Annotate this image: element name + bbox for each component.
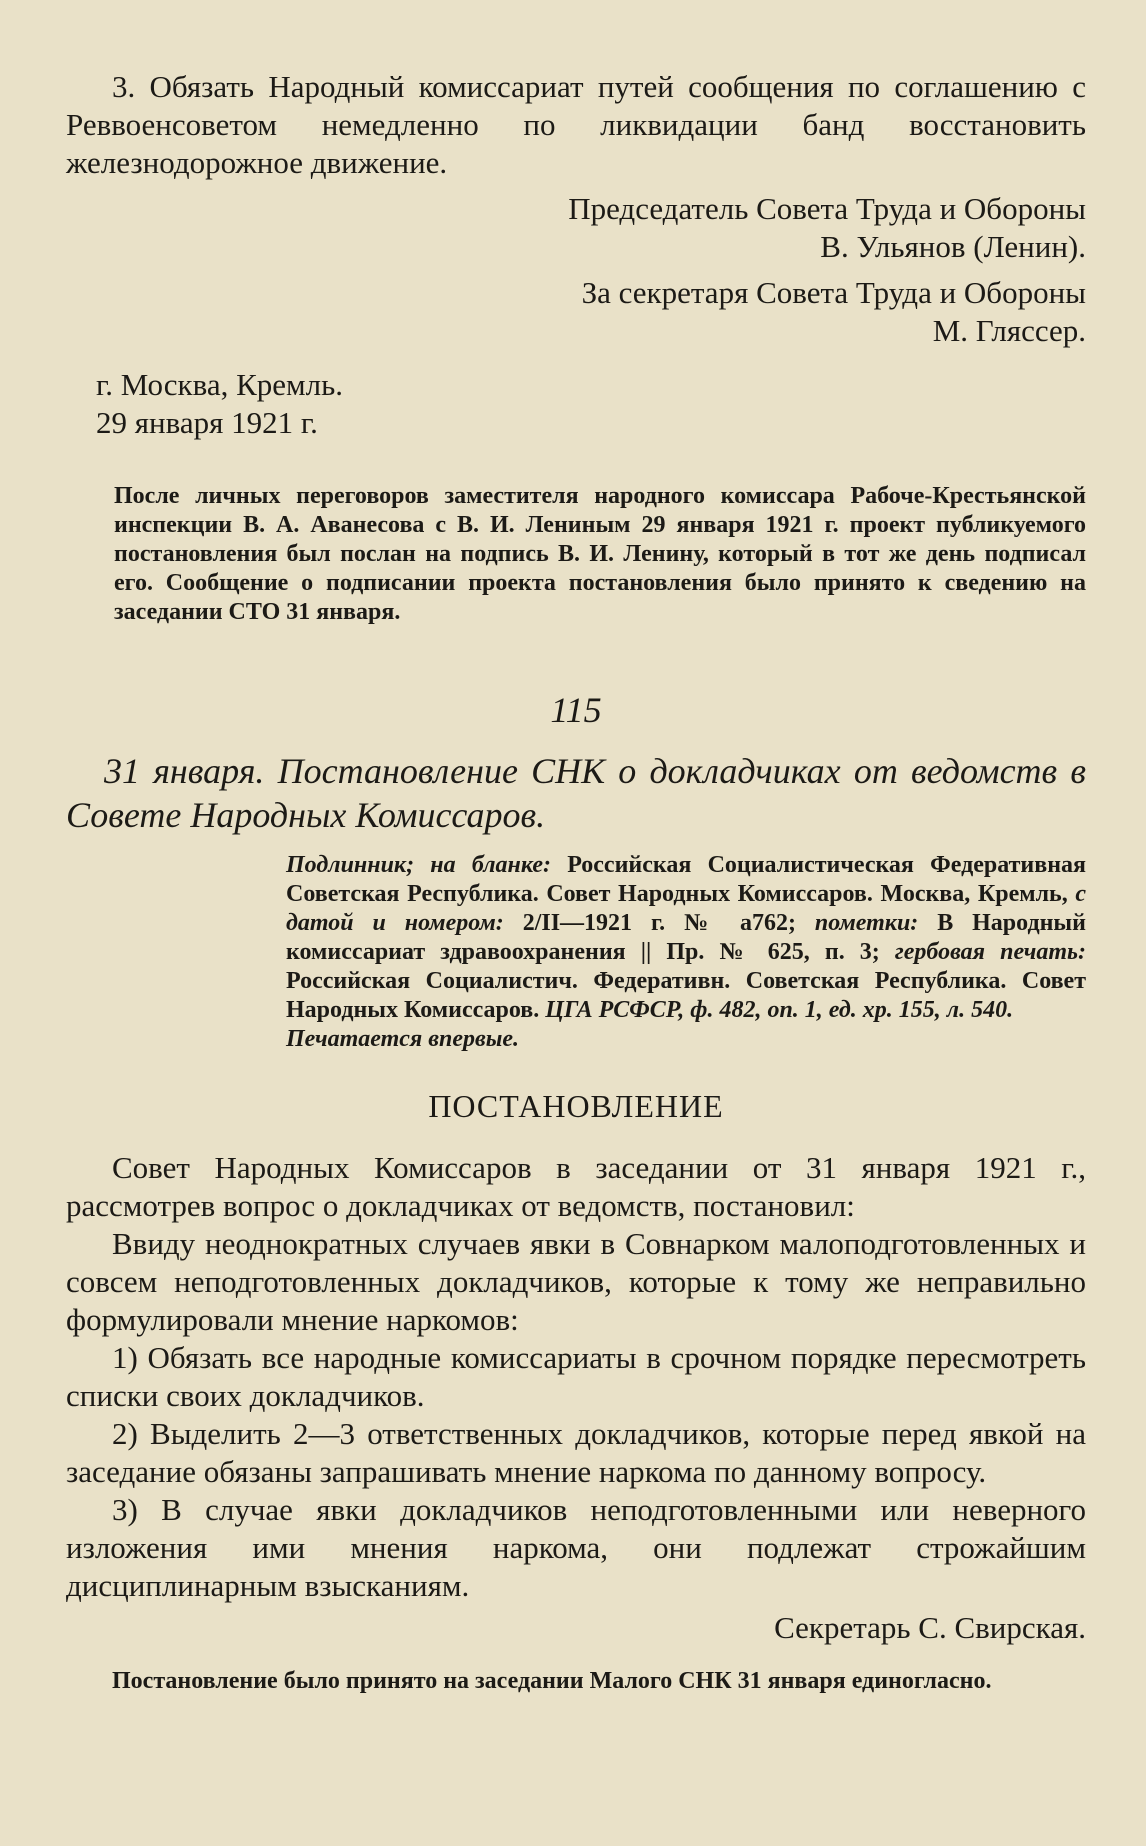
body-paragraph: 2) Выделить 2—3 ответственных докладчиков, которые перед явкой на заседание обязаны запрашивать мнение наркома по данному вопросу. <box>66 1416 1086 1489</box>
source-label-marks: пометки: <box>814 910 919 936</box>
signature-line: За секретаря Совета Труда и Обороны <box>581 275 1086 310</box>
body-paragraph: 3) В случае явки докладчиков неподготовленными или неверного изложения ими мнения наркома, они подлежат строжайшим дисциплинарным взысканиям. <box>66 1492 1086 1603</box>
document-title: 31 января. Постановление СНК о докладчиках от ведомств в Совете Народных Комиссаров. <box>66 751 1086 835</box>
editorial-note: Постановление было принято на заседании Малого СНК 31 января единогласно. <box>112 1668 992 1694</box>
resolution-heading: ПОСТАНОВЛЕНИЕ <box>428 1088 724 1124</box>
source-text: 2/II—1921 г. № а762; <box>503 910 815 936</box>
date: 29 января 1921 г. <box>96 405 318 440</box>
first-print-note: Печатается впервые. <box>286 1026 520 1052</box>
body-paragraph: 1) Обязать все народные комиссариаты в срочном порядке пересмотреть списки своих докладчиков. <box>66 1340 1086 1413</box>
signature-block <box>66 190 1086 350</box>
signature-line: М. Гляссер. <box>932 313 1086 348</box>
signature-line: В. Ульянов (Ленин). <box>820 229 1086 264</box>
signature-line: Председатель Совета Труда и Обороны <box>568 191 1086 226</box>
place: г. Москва, Кремль. <box>96 367 344 402</box>
archive-reference: ЦГА РСФСР, ф. 482, оп. 1, ед. хр. 155, л. 540. <box>545 997 1014 1023</box>
top-paragraph: 3. Обязать Народный комиссариат путей сообщения по соглашению с Реввоенсоветом немедленно по ликвидации банд восстановить железнодорожное движение. <box>66 69 1086 180</box>
place-date <box>66 366 1086 442</box>
source-text: Российская Социалистич. Федеративн. Советская Республика. Совет Народных Комиссаров. <box>286 968 1086 1023</box>
editorial-note: После личных переговоров заместителя народного комиссара Рабоче-Крестьянской инспекции В. А. Аванесова с В. И. Лениным 29 января 1921 г. проект публикуемого постановления был послан на подпись В. И. Ленину, который в тот же день подписал его. Сообщение о подписании проекта постановления было принято к сведению на заседании СТО 31 января. <box>114 483 1086 625</box>
source-label-original: Подлинник; на бланке: <box>286 852 551 878</box>
source-description <box>66 851 1086 1054</box>
source-label-date: с датой и номером: <box>286 881 1086 936</box>
source-text: Российская Социалистическая Федеративная Советская Республика. Совет Народных Комиссаров. Москва, Кремль, <box>286 852 1087 907</box>
document-number: 115 <box>550 690 602 730</box>
source-text: В Народный комиссариат здравоохранения || Пр. № 625, п. 3; <box>286 910 1086 965</box>
secretary-signature: Секретарь С. Свирская. <box>774 1610 1086 1645</box>
source-label-seal: гербовая печать: <box>894 939 1087 965</box>
body-paragraph: Совет Народных Комиссаров в заседании от 31 января 1921 г., рассмотрев вопрос о докладчиках от ведомств, постановил: <box>66 1150 1086 1223</box>
body-paragraph: Ввиду неоднократных случаев явки в Совнарком малоподготовленных и совсем неподготовленных докладчиков, которые к тому же неправильно формулировали мнение наркомов: <box>66 1226 1086 1337</box>
